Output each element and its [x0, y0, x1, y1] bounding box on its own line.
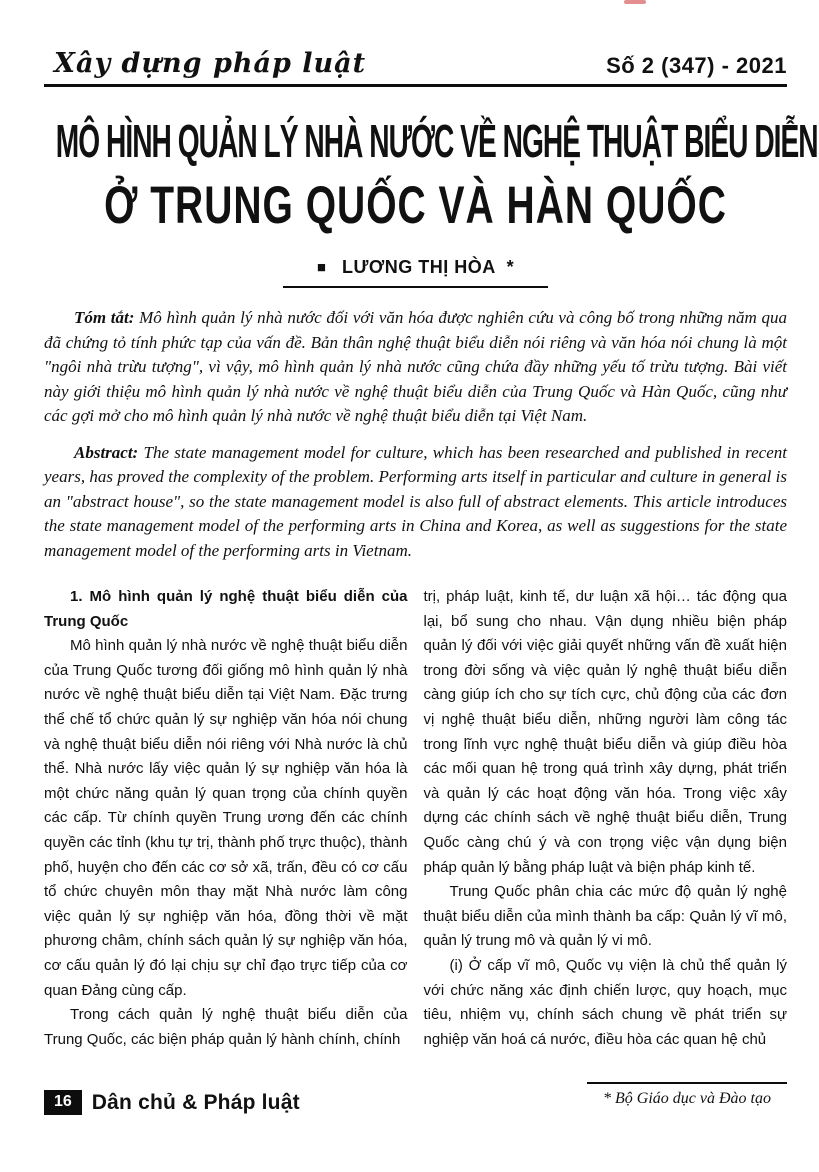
abstract-vietnamese — [44, 306, 787, 429]
body-paragraph: Trung Quốc phân chia các mức độ quản lý nghệ thuật biểu diễn của mình thành ba cấp: Quản lý vĩ mô, quản lý trung mô và quản lý vi mô. — [423, 883, 787, 950]
author-row — [44, 257, 787, 288]
square-bullet-icon: ■ — [316, 259, 327, 276]
abstract-english — [44, 441, 787, 564]
article-title-line2: Ở TRUNG QUỐC VÀ HÀN QUỐC — [104, 177, 727, 236]
page-number: 16 — [44, 1090, 82, 1115]
scan-artifact-mark — [624, 0, 646, 4]
body-paragraph: Trong cách quản lý nghệ thuật biểu diễn của Trung Quốc, các biện pháp quản lý hành chính, chính — [44, 1006, 408, 1048]
journal-name: Dân chủ & Pháp luật — [91, 1090, 300, 1114]
issue-number: Số 2 (347) - 2021 — [606, 53, 787, 78]
article-title-line1: MÔ HÌNH QUẢN LÝ NHÀ NƯỚC VỀ NGHỆ THUẬT BIỂU DIỄN — [55, 117, 818, 169]
article-body — [44, 585, 787, 1081]
article-title-line1-wrap — [44, 117, 818, 175]
footer-left — [44, 1090, 300, 1115]
header-divider — [44, 84, 787, 87]
article-title-line2-wrap — [44, 177, 787, 241]
author-affiliation-footnote: * Bộ Giáo dục và Đào tạo — [587, 1082, 787, 1108]
section-1-heading: 1. Mô hình quản lý nghệ thuật biểu diễn của Trung Quốc — [44, 588, 408, 630]
article-title — [44, 117, 818, 241]
author-name: LƯƠNG THỊ HÒA — [341, 257, 496, 277]
author-name-block — [283, 257, 548, 288]
abstract-vi-label: Tóm tắt: — [74, 308, 135, 327]
abstract-en-text: The state management model for culture, which has been researched and published in recent years, has proved the complexity of the problem. Performing arts itself in particular and culture in general is an "abstract house", so the state management model is also full of abstract elements. This article introduces the state management model of the performing arts in China and Korea, as well as suggestions for the state management model of the performing arts in Vietnam. — [44, 442, 788, 560]
author-footnote-asterisk: * — [506, 257, 515, 277]
right-column — [424, 585, 788, 1081]
page-header — [44, 0, 787, 79]
body-paragraph: (i) Ở cấp vĩ mô, Quốc vụ viện là chủ thể quản lý với chức năng xác định chiến lược, quy hoạch, mục tiêu, nhiệm vụ, chính sách chung về phát triển sự nghiệp văn hoá cá nước, điều hòa các quan hệ chủ — [423, 956, 787, 1048]
section-title: Xây dựng pháp luật — [54, 48, 367, 79]
page-footer — [44, 1090, 787, 1115]
body-paragraph: Mô hình quản lý nhà nước về nghệ thuật biểu diễn của Trung Quốc tương đối giống mô hình quản lý nhà nước về nghệ thuật biểu diễn tại Việt Nam. Đặc trưng thể chế tổ chức quản lý sự nghiệp văn hóa nói chung và nghệ thuật biểu diễn nói riêng với Nhà nước là chủ thể. Nhà nước lấy việc quản lý sự nghiệp văn hóa là một chức năng quản lý quan trọng của chính quyền các cấp. Từ chính quyền Trung ương đến các chính quyền các tỉnh (khu tự trị, thành phố trực thuộc), thành phố, huyện cho đến các cơ sở xã, trấn, đều có cơ cấu tổ chức chuyên môn thay mặt Nhà nước làm công việc quản lý sự nghiệp văn hóa, đồng thời về mặt phương châm, chính sách quản lý sự nghiệp văn hóa, cơ cấu quản lý đó lại chịu sự chỉ đạo trực tiếp của cơ quan Đảng cùng cấp. — [44, 637, 408, 999]
abstract-vi-text: Mô hình quản lý nhà nước đối với văn hóa được nghiên cứu và công bố trong những năm qua đã chứng tỏ tính phức tạp của vấn đề. Bản thân nghệ thuật biểu diễn nói riêng và văn hóa nói chung là một "ngôi nhà trừu tượng", vì vậy, mô hình quản lý nhà nước cũng chứa đầy những yếu tố trừu tượng. Bài viết này giới thiệu mô hình quản lý nhà nước về nghệ thuật biểu diễn của Trung Quốc và Hàn Quốc, cũng như các gợi mở cho mô hình quản lý nhà nước về nghệ thuật biểu diễn tại Việt Nam. — [44, 308, 788, 425]
abstract-en-label: Abstract: — [74, 442, 139, 462]
body-paragraph: trị, pháp luật, kinh tế, dư luận xã hội… tác động qua lại, bổ sung cho nhau. Vận dụng nhiều biện pháp quản lý đối với việc giải quyết những vấn đề xuất hiện trong đời sống và việc quản lý nghệ thuật biểu diễn càng giúp ích cho sự tích cực, chủ động của các đơn vị nghệ thuật biểu diễn, những người làm công tác trong lĩnh vực nghệ thuật biểu diễn và giúp điều hòa các mối quan hệ trong quá trình xây dựng, phát triển và quản lý các hoạt động văn hóa. Trong việc xây dựng các chính sách về nghệ thuật biểu diễn, Trung Quốc càng chú ý và con trọng việc vận dụng biện pháp quản lý bằng pháp luật và biện pháp kinh tế. — [423, 588, 787, 876]
left-column — [44, 585, 408, 1081]
